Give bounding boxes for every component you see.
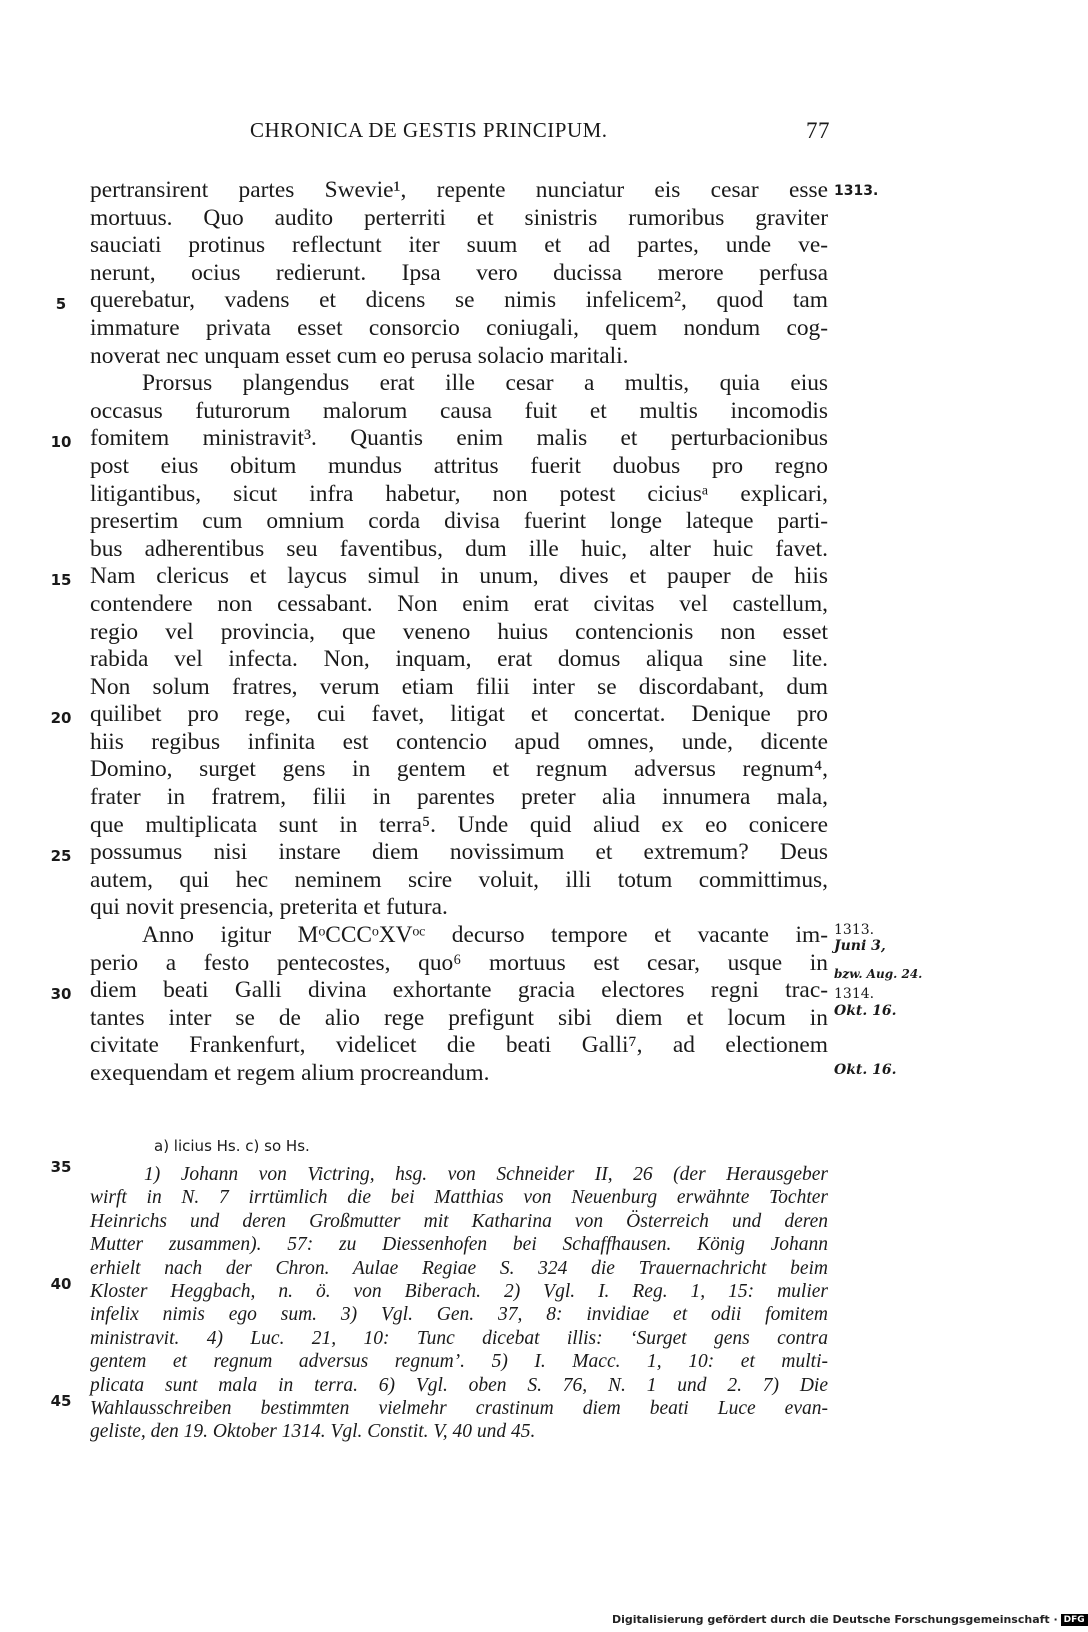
text-line: qui novit presencia, preterita et futura. (90, 894, 448, 921)
text-line: Anno igitur MᵒCCCᵒXVᵒᶜ decurso tempore et vacante im- (142, 922, 828, 949)
text-line: que multiplicata sunt in terra⁵. Unde quid aliud ex eo conicere (90, 811, 828, 838)
line-number: 20 (50, 709, 72, 727)
footnote-line: Kloster Heggbach, n. ö. von Biberach. 2) Vgl. I. Reg. 1, 15: mulier (90, 1280, 828, 1302)
text-line: possumus nisi instare diem novissimum et extremum? Deus (90, 839, 828, 866)
text-line: regio vel provincia, que veneno huius contencionis non esset (90, 618, 828, 645)
line-number: 10 (50, 433, 72, 451)
text-line: Non solum fratres, verum etiam filii inter se discordabant, dum (90, 673, 828, 700)
margin-year: 1313. (834, 922, 875, 938)
margin-date: Juni 3, (834, 938, 886, 954)
line-number: 5 (55, 295, 67, 313)
margin-year: 1314. (834, 986, 875, 1002)
text-line: rabida vel infecta. Non, inquam, erat domus aliqua sine lite. (90, 646, 828, 673)
footnote-line: infelix nimis ego sum. 3) Vgl. Gen. 37, 8: invidiae et odii fomitem (90, 1304, 828, 1326)
text-line: bus adherentibus seu faventibus, dum ille huic, alter huic favet. (90, 535, 828, 562)
footnote-line: 1) Johann von Victring, hsg. von Schneider II, 26 (der Herausgeber (144, 1164, 828, 1185)
text-line: querebatur, vadens et dicens se nimis infelicem², quod tam (90, 287, 828, 314)
text-line: perio a festo pentecostes, quo⁶ mortuus est cesar, usque in (90, 949, 828, 976)
text-line: hiis regibus infinita est contencio apud omnes, unde, dicente (90, 728, 828, 755)
dfg-logo-icon: DFG (1061, 1614, 1088, 1626)
text-line: post eius obitum mundus attritus fuerit duobus pro regno (90, 452, 828, 479)
text-line: quilibet pro rege, cui favet, litigat et concertat. Denique pro (90, 701, 828, 728)
text-line: Domino, surget gens in gentem et regnum adversus regnum⁴, (90, 756, 828, 783)
text-line: contendere non cessabant. Non enim erat civitas vel castellum, (90, 590, 828, 617)
margin-date: Okt. 16. (834, 1003, 897, 1019)
text-line: fomitem ministravit³. Quantis enim malis et perturbacionibus (90, 425, 828, 452)
footnote-line: ministravit. 4) Luc. 21, 10: Tunc dicebat illis: ‘Surget gens contra (90, 1327, 828, 1349)
main-text (90, 177, 828, 1088)
margin-year: 1313. (834, 183, 879, 199)
text-line: pertransirent partes Swevie¹, repente nunciatur eis cesar esse (90, 177, 828, 203)
line-number: 25 (50, 847, 72, 865)
text-line: occasus futurorum malorum causa fuit et multis incomodis (90, 397, 828, 424)
line-number: 35 (50, 1158, 72, 1176)
credit-text: Digitalisierung gefördert durch die Deutsche Forschungsgemeinschaft · (612, 1613, 1058, 1626)
line-number: 45 (50, 1392, 72, 1410)
footnote-line: erhielt nach der Chron. Aulae Regiae S. 324 die Trauernachricht beim (90, 1257, 828, 1279)
page-number: 77 (806, 118, 830, 143)
text-line: Nam clericus et laycus simul in unum, dives et pauper de hiis (90, 563, 828, 590)
text-line: immature privata esset consorcio coniugali, quem nondum cog- (90, 314, 828, 341)
text-line: noverat nec unquam esset cum eo perusa solacio maritali. (90, 342, 629, 369)
textual-notes: a) licius Hs. c) so Hs. (154, 1137, 310, 1155)
footnote-line: plicata sunt mala in terra. 6) Vgl. oben S. 76, N. 1 und 2. 7) Die (90, 1374, 828, 1396)
footnote-line: gentem et regnum adversus regnum’. 5) I. Macc. 1, 10: et multi- (90, 1351, 828, 1373)
text-line: Prorsus plangendus erat ille cesar a multis, quia eius (142, 370, 828, 397)
text-line: litigantibus, sicut infra habetur, non potest ciciusᵃ explicari, (90, 480, 828, 507)
text-line: frater in fratrem, filii in parentes preter alia innumera mala, (90, 784, 828, 811)
text-line: nerunt, ocius redierunt. Ipsa vero ducissa merore perfusa (90, 259, 828, 286)
line-number: 40 (50, 1275, 72, 1293)
text-line: civitate Frankenfurt, videlicet die beati Galli⁷, ad electionem (90, 1032, 828, 1059)
text-line: exequendam et regem alium procreandum. (90, 1060, 490, 1086)
footnote-line: wirft in N. 7 irrtümlich die bei Matthias von Neuenburg erwähnte Tochter (90, 1187, 828, 1209)
text-line: autem, qui hec neminem scire voluit, illi totum committimus, (90, 866, 828, 893)
running-header (90, 118, 830, 152)
footnote-line: Wahlausschreiben bestimmten vielmehr crastinum diem beati Luce evan- (90, 1397, 828, 1419)
running-title: CHRONICA DE GESTIS PRINCIPUM. (250, 118, 608, 142)
text-line: tantes inter se de alio rege prefigunt sibi diem et locum in (90, 1004, 828, 1031)
text-line: presertim cum omnium corda divisa fuerint longe lateque parti- (90, 508, 828, 535)
text-line: diem beati Galli divina exhortante gracia electores regni trac- (90, 977, 828, 1004)
text-line: mortuus. Quo audito perterriti et sinistris rumoribus graviter (90, 204, 828, 231)
text-line: sauciati protinus reflectunt iter suum et ad partes, unde ve- (90, 232, 828, 259)
footnote-line: Mutter zusammen). 57: zu Diessenhofen bei Schaffhausen. König Johann (90, 1234, 828, 1256)
footnote-line: geliste, den 19. Oktober 1314. Vgl. Constit. V, 40 und 45. (90, 1421, 536, 1443)
line-number: 30 (50, 985, 72, 1003)
digitization-credit (612, 1613, 1088, 1626)
margin-date: Okt. 16. (834, 1062, 897, 1078)
footnote-line: Heinrichs und deren Großmutter mit Katharina von Österreich und deren (90, 1210, 828, 1232)
line-number: 15 (50, 571, 72, 589)
footnotes (90, 1163, 828, 1444)
margin-date: bzw. Aug. 24. (834, 967, 923, 981)
